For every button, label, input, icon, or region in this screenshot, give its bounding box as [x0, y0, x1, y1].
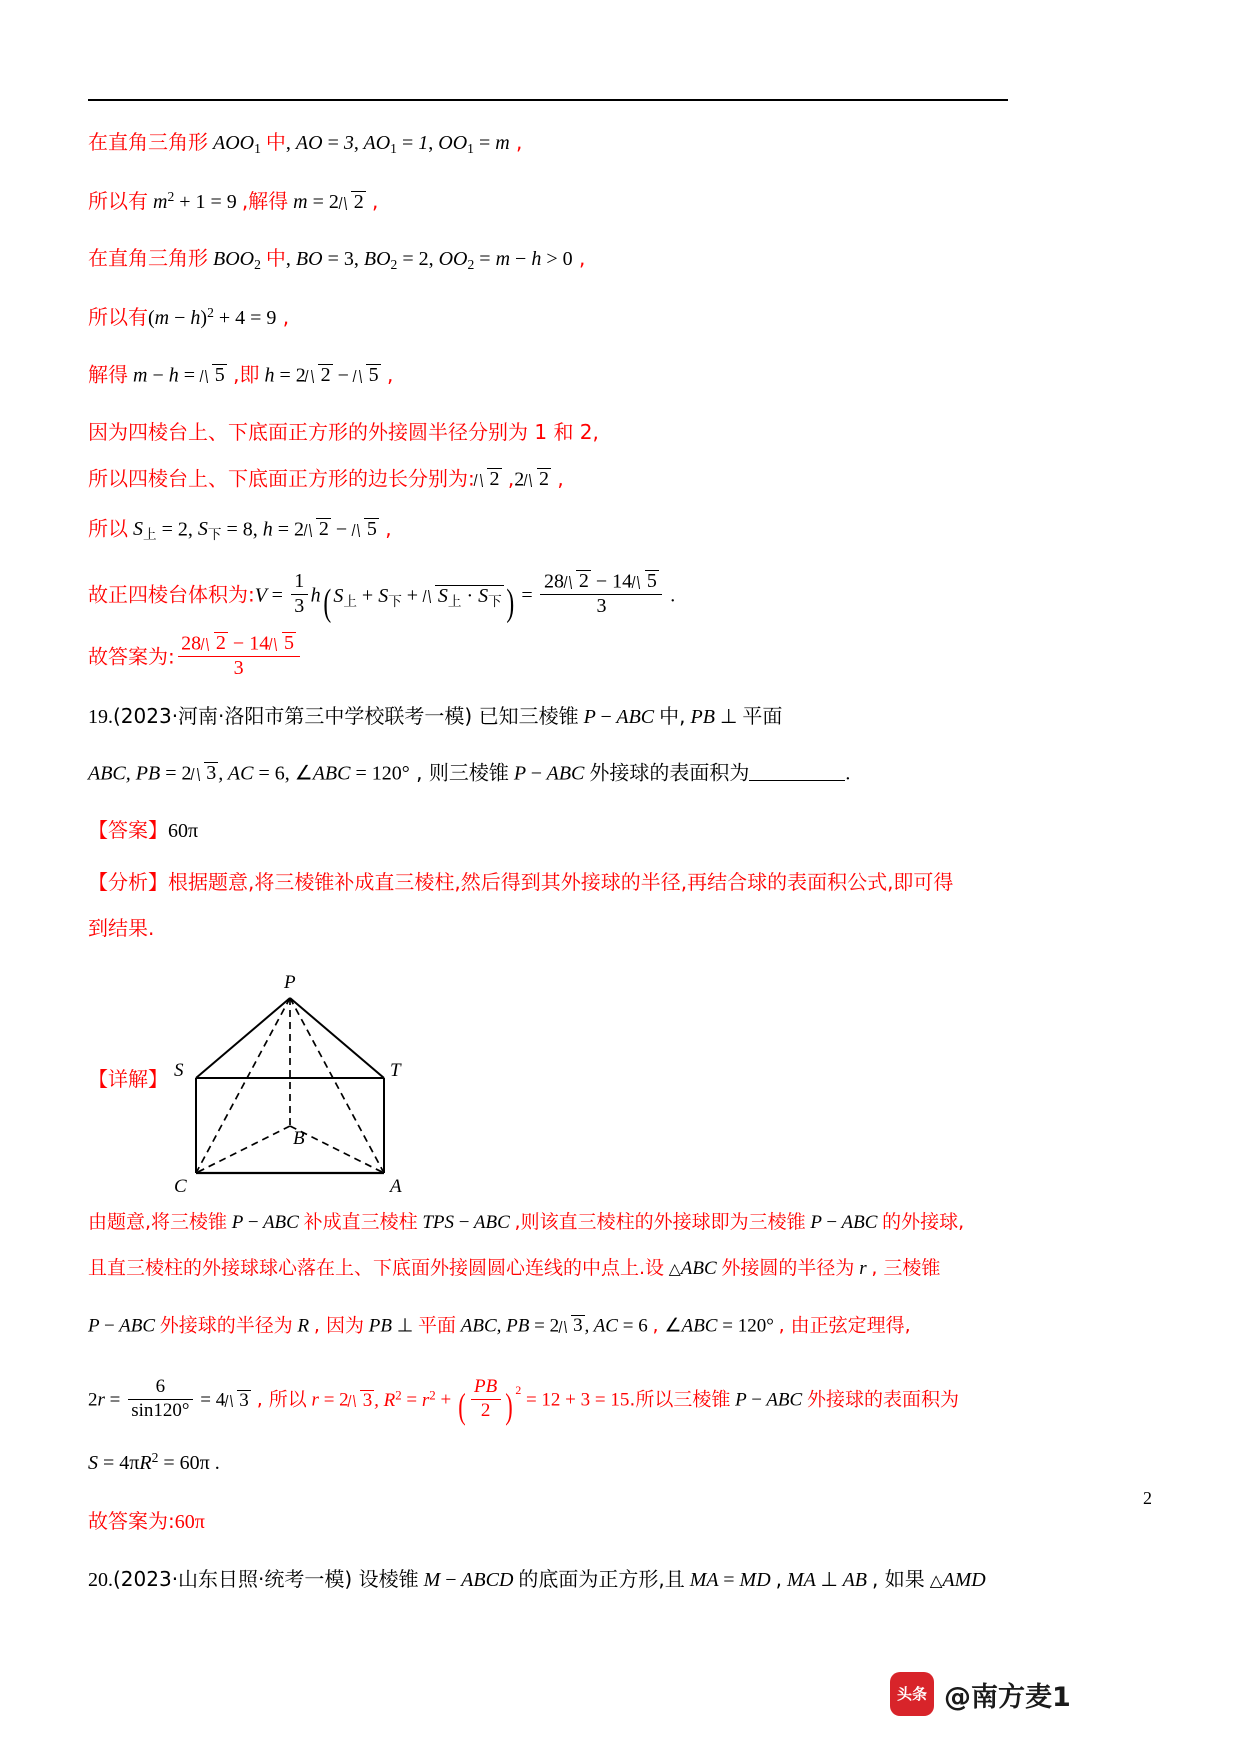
- question19-final-answer: [88, 1511, 1018, 1569]
- question19-stem-line1: 19.(2023·河南·洛阳市第三中学校联考一模) 已知三棱锥 P − ABC 中, PB ⊥ 平面: [88, 704, 783, 728]
- page-content: [88, 132, 1018, 1609]
- analysis-label: 【分析】: [88, 870, 168, 894]
- final-answer-value: 60π: [174, 1511, 205, 1533]
- answer-value: 60π: [168, 820, 199, 842]
- question19-detail-line2: 且直三棱柱的外接球球心落在上、下底面外接圆圆心连线的中点上.设 △ABC 外接圆的半径为 r , 三棱锥: [88, 1257, 941, 1279]
- header-rule: [88, 99, 1008, 101]
- question19-source: (2023·河南·洛阳市第三中学校联考一模): [113, 704, 473, 728]
- question19-analysis-line1: [88, 872, 1018, 918]
- question19-stem-line2: ABC, PB = 2 3 , AC = 6, ∠ABC = 120° , 则三棱锥 P − ABC 外接球的表面积为 .: [88, 760, 851, 785]
- question19-detail-line1: 由题意,将三棱锥 P − ABC 补成直三棱柱 TPS − ABC ,则该直三棱柱的外接球即为三棱锥 P − ABC 的外接球,: [88, 1211, 965, 1233]
- question19-answer-line: [88, 820, 1018, 872]
- question20-number: 20.: [88, 1569, 113, 1591]
- solution-line-8: 所以 S上 = 2, S下 = 8, h = 2 2 − 5 ,: [88, 516, 392, 544]
- final-answer-label: 故答案为:: [88, 1509, 175, 1533]
- question19-analysis-line2: [88, 918, 1018, 958]
- analysis-text-2: 到结果.: [88, 916, 155, 940]
- question19-detail-line3: P − ABC 外接球的半径为 R , 因为 PB ⊥ 平面 ABC, PB = 2 3, AC = 6 , ∠ABC = 120° , 由正弦定理得,: [88, 1314, 911, 1337]
- solution-line-4: 所以有$(m - h)^2 + 4 = 9$ ,: [88, 305, 290, 330]
- question20-stem-line1: 20.(2023·山东日照·统考一模) 设棱锥 M − ABCD 的底面为正方形,且 MA = MD , MA ⊥ AB , 如果 △AMD: [88, 1567, 986, 1591]
- analysis-text-1: 根据题意,将三棱锥补成直三棱柱,然后得到其外接球的半径,再结合球的表面积公式,即可得: [168, 870, 954, 894]
- solution-line-6-text: 因为四棱台上、下底面正方形的外接圆半径分别为 1 和 2,: [88, 420, 599, 444]
- answer-label: 【答案】: [88, 818, 168, 842]
- question19-number: 19.: [88, 706, 113, 728]
- figure-label-B: B: [293, 1128, 305, 1149]
- question20-source: (2023·山东日照·统考一模): [113, 1567, 353, 1591]
- solution-line-7: 所以四棱台上、下底面正方形的边长分别为: 2 ,2 2 ,: [88, 466, 564, 491]
- solution-line-7-text: 所以四棱台上、下底面正方形的边长分别为:: [88, 466, 475, 491]
- solution-line-9: 故正四棱台体积为:V = $\frac{1}{3}$ h( S上 + S下 + S上 · S下 ) = $\frac{28 2 - 14 5}{3}$ .: [88, 570, 676, 624]
- page-number: 2: [1143, 1488, 1152, 1508]
- prism-diagram: [166, 958, 446, 1208]
- solution-line-3: 在直角三角形 BOO2 中, BO = 3, BO2 = 2, OO2 = m − h > 0 ,: [88, 246, 586, 272]
- solution-line-1: 在直角三角形 AOO1 中, AO = 3, AO1 = 1, OO1 = m ,: [88, 130, 523, 156]
- question19-figure-block: [88, 958, 1018, 1213]
- detail-label: 【详解】: [88, 1067, 168, 1091]
- solution-line-5: 解得 m − h = 5 ,即 h = 2 2 − 5 ,: [88, 362, 394, 387]
- watermark-handle: @南方麦1: [944, 1681, 1071, 1713]
- toutiao-logo-icon: [890, 1672, 934, 1716]
- solution-line-2: 所以有 $m^2 + 1 = 9$ ,解得 m = 2 2 ,: [88, 189, 379, 214]
- figure-label-A: A: [390, 1176, 402, 1197]
- figure-label-S: S: [174, 1060, 184, 1081]
- answer-blank[interactable]: [749, 780, 845, 781]
- figure-label-T: T: [390, 1060, 401, 1081]
- figure-label-P: P: [284, 972, 296, 993]
- figure-label-C: C: [174, 1176, 187, 1197]
- watermark: [890, 1672, 1071, 1716]
- solution-line-10: 故答案为: $\frac{28 2 - 14 5}{3}$: [88, 632, 1018, 706]
- question19-detail-line4: 2r = $\frac{6}{\sin 120^\circ}$ = 4 3 , 所以 r = 2 3, $R^2 = r^2$ + ( $\frac{PB}{2}$ ) $^2$ = 12 + 3 = 15.所以三棱锥 P − ABC 外接球的表面积为: [88, 1376, 959, 1426]
- solution-line-6: [88, 422, 1018, 468]
- toutiao-logo-text: 头条: [896, 1684, 927, 1703]
- question19-detail-line5: $S = 4\pi R^2 = 60\pi$ .: [88, 1450, 220, 1475]
